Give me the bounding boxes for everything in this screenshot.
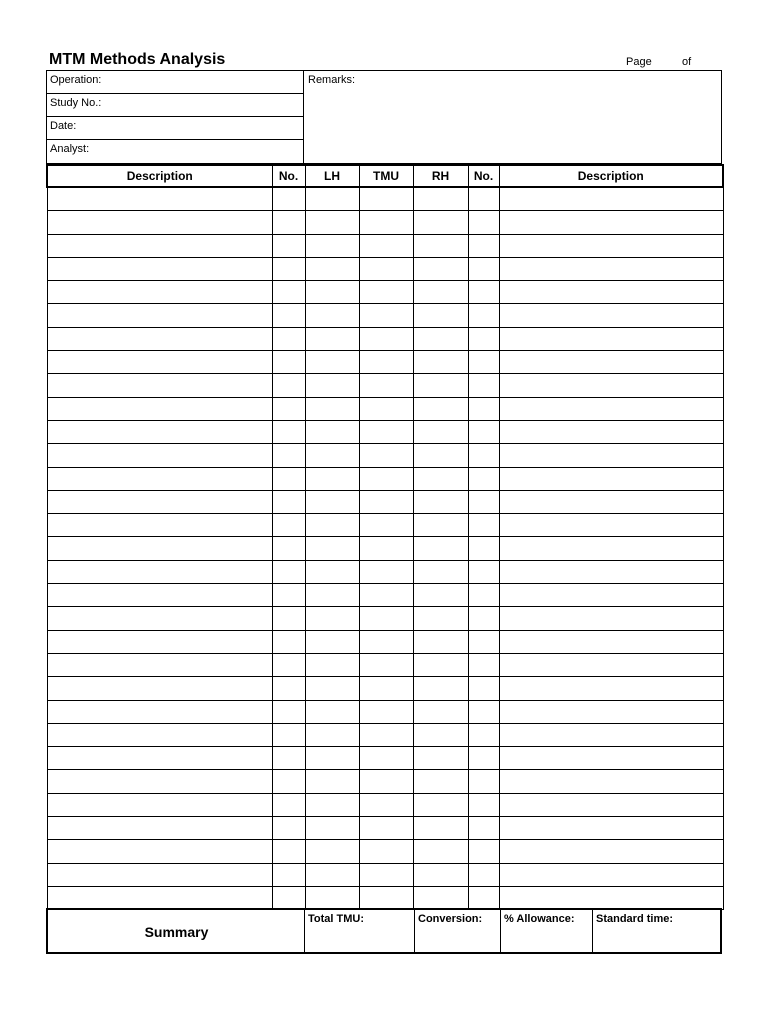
cell-lh[interactable]	[305, 420, 359, 443]
table-row	[47, 584, 723, 607]
operation-label: Operation:	[50, 74, 102, 86]
col-tmu: TMU	[359, 165, 413, 187]
table-row	[47, 886, 723, 909]
summary-block	[46, 908, 722, 954]
col-no-right: No.	[468, 165, 499, 187]
cell-description-left[interactable]	[47, 886, 272, 909]
cell-description-right[interactable]	[499, 327, 723, 350]
table-row	[47, 467, 723, 490]
cell-description-left[interactable]	[47, 514, 272, 537]
cell-description-left[interactable]	[47, 607, 272, 630]
cell-description-right[interactable]	[499, 420, 723, 443]
cell-lh[interactable]	[305, 700, 359, 723]
cell-rh[interactable]	[413, 234, 468, 257]
cell-no-right[interactable]	[468, 653, 499, 676]
cell-description-left[interactable]	[47, 351, 272, 374]
cell-rh[interactable]	[413, 187, 468, 211]
table-row	[47, 327, 723, 350]
cell-description-right[interactable]	[499, 863, 723, 886]
table-row	[47, 653, 723, 676]
table-row	[47, 723, 723, 746]
table-row	[47, 234, 723, 257]
cell-tmu[interactable]	[359, 747, 413, 770]
cell-description-right[interactable]	[499, 747, 723, 770]
cell-no-right[interactable]	[468, 747, 499, 770]
cell-no-right[interactable]	[468, 420, 499, 443]
cell-rh[interactable]	[413, 653, 468, 676]
remarks-label: Remarks:	[308, 74, 356, 86]
cell-description-left[interactable]	[47, 374, 272, 397]
cell-description-left[interactable]	[47, 211, 272, 234]
cell-no-left[interactable]	[272, 211, 305, 234]
col-rh: RH	[413, 165, 468, 187]
total-tmu-label: Total TMU:	[308, 913, 365, 925]
cell-no-right[interactable]	[468, 257, 499, 280]
cell-rh[interactable]	[413, 747, 468, 770]
cell-lh[interactable]	[305, 514, 359, 537]
cell-no-left[interactable]	[272, 817, 305, 840]
cell-no-left[interactable]	[272, 630, 305, 653]
cell-rh[interactable]	[413, 514, 468, 537]
table-row	[47, 420, 723, 443]
cell-no-left[interactable]	[272, 863, 305, 886]
study-no-field[interactable]	[47, 94, 303, 117]
cell-lh[interactable]	[305, 257, 359, 280]
cell-tmu[interactable]	[359, 723, 413, 746]
cell-lh[interactable]	[305, 886, 359, 909]
cell-no-left[interactable]	[272, 374, 305, 397]
cell-no-left[interactable]	[272, 677, 305, 700]
analyst-label: Analyst:	[50, 143, 90, 155]
cell-description-right[interactable]	[499, 584, 723, 607]
total-tmu-field[interactable]	[304, 910, 414, 954]
cell-tmu[interactable]	[359, 817, 413, 840]
cell-rh[interactable]	[413, 700, 468, 723]
cell-description-left[interactable]	[47, 257, 272, 280]
cell-no-right[interactable]	[468, 281, 499, 304]
cell-description-right[interactable]	[499, 187, 723, 211]
cell-lh[interactable]	[305, 351, 359, 374]
cell-description-left[interactable]	[47, 770, 272, 793]
cell-description-right[interactable]	[499, 374, 723, 397]
cell-no-right[interactable]	[468, 304, 499, 327]
cell-description-left[interactable]	[47, 747, 272, 770]
table-row	[47, 281, 723, 304]
table-body	[47, 187, 723, 910]
table-row	[47, 607, 723, 630]
cell-rh[interactable]	[413, 677, 468, 700]
cell-description-right[interactable]	[499, 514, 723, 537]
cell-description-right[interactable]	[499, 537, 723, 560]
cell-no-left[interactable]	[272, 187, 305, 211]
cell-no-left[interactable]	[272, 886, 305, 909]
cell-lh[interactable]	[305, 840, 359, 863]
cell-tmu[interactable]	[359, 187, 413, 211]
cell-description-right[interactable]	[499, 793, 723, 816]
col-lh: LH	[305, 165, 359, 187]
cell-no-left[interactable]	[272, 700, 305, 723]
table-row	[47, 700, 723, 723]
col-description-right: Description	[499, 165, 723, 187]
cell-tmu[interactable]	[359, 770, 413, 793]
page-label: Page	[626, 56, 652, 68]
table-row	[47, 630, 723, 653]
cell-description-right[interactable]	[499, 677, 723, 700]
cell-no-left[interactable]	[272, 327, 305, 350]
cell-no-right[interactable]	[468, 187, 499, 211]
cell-rh[interactable]	[413, 420, 468, 443]
cell-description-left[interactable]	[47, 653, 272, 676]
table-row	[47, 747, 723, 770]
cell-description-right[interactable]	[499, 630, 723, 653]
cell-description-left[interactable]	[47, 817, 272, 840]
cell-no-right[interactable]	[468, 374, 499, 397]
cell-lh[interactable]	[305, 211, 359, 234]
cell-tmu[interactable]	[359, 490, 413, 513]
cell-tmu[interactable]	[359, 304, 413, 327]
cell-description-left[interactable]	[47, 444, 272, 467]
cell-tmu[interactable]	[359, 630, 413, 653]
cell-no-left[interactable]	[272, 467, 305, 490]
table-header-row	[47, 165, 723, 187]
cell-description-right[interactable]	[499, 304, 723, 327]
col-no-left: No.	[272, 165, 305, 187]
table-row	[47, 257, 723, 280]
table-row	[47, 351, 723, 374]
cell-rh[interactable]	[413, 467, 468, 490]
table-row	[47, 490, 723, 513]
cell-tmu[interactable]	[359, 257, 413, 280]
cell-lh[interactable]	[305, 537, 359, 560]
cell-rh[interactable]	[413, 770, 468, 793]
cell-lh[interactable]	[305, 397, 359, 420]
cell-description-left[interactable]	[47, 420, 272, 443]
table-row	[47, 770, 723, 793]
cell-no-left[interactable]	[272, 351, 305, 374]
cell-tmu[interactable]	[359, 560, 413, 583]
table-row	[47, 817, 723, 840]
cell-no-left[interactable]	[272, 770, 305, 793]
cell-description-right[interactable]	[499, 886, 723, 909]
cell-lh[interactable]	[305, 467, 359, 490]
cell-no-right[interactable]	[468, 234, 499, 257]
cell-no-right[interactable]	[468, 514, 499, 537]
cell-description-right[interactable]	[499, 234, 723, 257]
cell-description-right[interactable]	[499, 281, 723, 304]
cell-rh[interactable]	[413, 723, 468, 746]
cell-lh[interactable]	[305, 653, 359, 676]
cell-no-left[interactable]	[272, 747, 305, 770]
standard-time-field[interactable]	[592, 910, 720, 954]
cell-no-right[interactable]	[468, 886, 499, 909]
cell-lh[interactable]	[305, 234, 359, 257]
cell-description-left[interactable]	[47, 700, 272, 723]
cell-no-left[interactable]	[272, 653, 305, 676]
cell-rh[interactable]	[413, 397, 468, 420]
cell-rh[interactable]	[413, 327, 468, 350]
cell-rh[interactable]	[413, 257, 468, 280]
standard-time-label: Standard time:	[596, 913, 674, 925]
cell-rh[interactable]	[413, 537, 468, 560]
allowance-label: % Allowance:	[504, 913, 575, 925]
cell-lh[interactable]	[305, 863, 359, 886]
cell-no-left[interactable]	[272, 281, 305, 304]
cell-tmu[interactable]	[359, 211, 413, 234]
cell-no-left[interactable]	[272, 304, 305, 327]
cell-description-left[interactable]	[47, 327, 272, 350]
allowance-field[interactable]	[500, 910, 592, 954]
header-fields	[47, 71, 304, 164]
cell-no-right[interactable]	[468, 630, 499, 653]
form-title: MTM Methods Analysis	[49, 51, 226, 68]
cell-description-right[interactable]	[499, 607, 723, 630]
operation-field[interactable]	[47, 71, 303, 94]
cell-tmu[interactable]	[359, 537, 413, 560]
cell-description-right[interactable]	[499, 211, 723, 234]
cell-description-right[interactable]	[499, 397, 723, 420]
cell-no-right[interactable]	[468, 793, 499, 816]
cell-tmu[interactable]	[359, 420, 413, 443]
cell-tmu[interactable]	[359, 584, 413, 607]
cell-rh[interactable]	[413, 607, 468, 630]
table-row	[47, 840, 723, 863]
header-block	[46, 70, 722, 164]
cell-description-left[interactable]	[47, 793, 272, 816]
cell-no-right[interactable]	[468, 444, 499, 467]
cell-description-left[interactable]	[47, 630, 272, 653]
cell-rh[interactable]	[413, 490, 468, 513]
cell-lh[interactable]	[305, 677, 359, 700]
table-row	[47, 863, 723, 886]
cell-no-right[interactable]	[468, 560, 499, 583]
cell-no-right[interactable]	[468, 467, 499, 490]
cell-no-right[interactable]	[468, 537, 499, 560]
cell-no-right[interactable]	[468, 397, 499, 420]
cell-tmu[interactable]	[359, 514, 413, 537]
study-no-label: Study No.:	[50, 97, 102, 109]
table-row	[47, 397, 723, 420]
cell-description-right[interactable]	[499, 840, 723, 863]
cell-no-left[interactable]	[272, 723, 305, 746]
cell-description-right[interactable]	[499, 560, 723, 583]
cell-lh[interactable]	[305, 444, 359, 467]
cell-no-right[interactable]	[468, 700, 499, 723]
cell-no-left[interactable]	[272, 257, 305, 280]
cell-no-right[interactable]	[468, 770, 499, 793]
table-row	[47, 793, 723, 816]
table-row	[47, 560, 723, 583]
cell-no-right[interactable]	[468, 584, 499, 607]
cell-lh[interactable]	[305, 607, 359, 630]
cell-description-left[interactable]	[47, 187, 272, 211]
col-description-left: Description	[47, 165, 272, 187]
cell-no-left[interactable]	[272, 397, 305, 420]
cell-description-right[interactable]	[499, 653, 723, 676]
cell-tmu[interactable]	[359, 327, 413, 350]
cell-tmu[interactable]	[359, 700, 413, 723]
cell-rh[interactable]	[413, 630, 468, 653]
cell-rh[interactable]	[413, 374, 468, 397]
cell-tmu[interactable]	[359, 886, 413, 909]
cell-rh[interactable]	[413, 863, 468, 886]
cell-description-right[interactable]	[499, 817, 723, 840]
table-row	[47, 677, 723, 700]
cell-lh[interactable]	[305, 793, 359, 816]
table-row	[47, 187, 723, 211]
page-of-label: of	[682, 56, 692, 68]
cell-description-left[interactable]	[47, 677, 272, 700]
cell-rh[interactable]	[413, 793, 468, 816]
date-field[interactable]	[47, 117, 303, 140]
cell-no-right[interactable]	[468, 817, 499, 840]
cell-rh[interactable]	[413, 840, 468, 863]
cell-no-left[interactable]	[272, 560, 305, 583]
cell-lh[interactable]	[305, 374, 359, 397]
table-row	[47, 537, 723, 560]
cell-description-right[interactable]	[499, 467, 723, 490]
cell-lh[interactable]	[305, 723, 359, 746]
cell-description-right[interactable]	[499, 700, 723, 723]
cell-tmu[interactable]	[359, 840, 413, 863]
cell-no-right[interactable]	[468, 607, 499, 630]
cell-lh[interactable]	[305, 747, 359, 770]
cell-description-left[interactable]	[47, 584, 272, 607]
cell-no-left[interactable]	[272, 514, 305, 537]
conversion-field[interactable]	[414, 910, 500, 954]
cell-no-right[interactable]	[468, 327, 499, 350]
cell-no-right[interactable]	[468, 840, 499, 863]
cell-description-left[interactable]	[47, 723, 272, 746]
cell-tmu[interactable]	[359, 234, 413, 257]
cell-no-right[interactable]	[468, 723, 499, 746]
cell-tmu[interactable]	[359, 607, 413, 630]
table-row	[47, 514, 723, 537]
cell-no-left[interactable]	[272, 793, 305, 816]
cell-lh[interactable]	[305, 187, 359, 211]
cell-tmu[interactable]	[359, 281, 413, 304]
cell-description-left[interactable]	[47, 397, 272, 420]
cell-lh[interactable]	[305, 327, 359, 350]
cell-description-right[interactable]	[499, 490, 723, 513]
table-row	[47, 211, 723, 234]
cell-description-left[interactable]	[47, 467, 272, 490]
cell-tmu[interactable]	[359, 351, 413, 374]
analyst-field[interactable]	[47, 140, 303, 163]
cell-description-left[interactable]	[47, 490, 272, 513]
cell-description-left[interactable]	[47, 537, 272, 560]
cell-description-right[interactable]	[499, 444, 723, 467]
cell-rh[interactable]	[413, 351, 468, 374]
cell-no-left[interactable]	[272, 490, 305, 513]
cell-rh[interactable]	[413, 444, 468, 467]
cell-description-left[interactable]	[47, 234, 272, 257]
cell-tmu[interactable]	[359, 863, 413, 886]
cell-lh[interactable]	[305, 560, 359, 583]
cell-no-left[interactable]	[272, 840, 305, 863]
cell-tmu[interactable]	[359, 444, 413, 467]
cell-no-left[interactable]	[272, 584, 305, 607]
cell-rh[interactable]	[413, 584, 468, 607]
cell-rh[interactable]	[413, 886, 468, 909]
cell-description-right[interactable]	[499, 257, 723, 280]
cell-no-left[interactable]	[272, 607, 305, 630]
cell-rh[interactable]	[413, 560, 468, 583]
cell-no-right[interactable]	[468, 490, 499, 513]
conversion-label: Conversion:	[418, 913, 483, 925]
cell-tmu[interactable]	[359, 653, 413, 676]
date-label: Date:	[50, 120, 77, 132]
cell-no-right[interactable]	[468, 351, 499, 374]
summary-label: Summary	[144, 924, 209, 940]
cell-no-right[interactable]	[468, 863, 499, 886]
cell-lh[interactable]	[305, 281, 359, 304]
cell-tmu[interactable]	[359, 467, 413, 490]
cell-lh[interactable]	[305, 490, 359, 513]
cell-description-left[interactable]	[47, 863, 272, 886]
cell-no-left[interactable]	[272, 444, 305, 467]
cell-description-right[interactable]	[499, 770, 723, 793]
cell-lh[interactable]	[305, 817, 359, 840]
cell-rh[interactable]	[413, 281, 468, 304]
cell-description-left[interactable]	[47, 840, 272, 863]
cell-tmu[interactable]	[359, 677, 413, 700]
cell-description-left[interactable]	[47, 281, 272, 304]
cell-no-right[interactable]	[468, 211, 499, 234]
cell-no-right[interactable]	[468, 677, 499, 700]
cell-lh[interactable]	[305, 770, 359, 793]
cell-no-left[interactable]	[272, 537, 305, 560]
cell-lh[interactable]	[305, 584, 359, 607]
cell-lh[interactable]	[305, 630, 359, 653]
cell-description-left[interactable]	[47, 560, 272, 583]
cell-lh[interactable]	[305, 304, 359, 327]
cell-tmu[interactable]	[359, 397, 413, 420]
cell-tmu[interactable]	[359, 793, 413, 816]
cell-rh[interactable]	[413, 211, 468, 234]
cell-no-left[interactable]	[272, 420, 305, 443]
cell-description-right[interactable]	[499, 723, 723, 746]
cell-tmu[interactable]	[359, 374, 413, 397]
analysis-table	[46, 164, 724, 910]
table-row	[47, 374, 723, 397]
cell-rh[interactable]	[413, 817, 468, 840]
cell-rh[interactable]	[413, 304, 468, 327]
table-row	[47, 304, 723, 327]
cell-description-right[interactable]	[499, 351, 723, 374]
cell-description-left[interactable]	[47, 304, 272, 327]
cell-no-left[interactable]	[272, 234, 305, 257]
table-row	[47, 444, 723, 467]
